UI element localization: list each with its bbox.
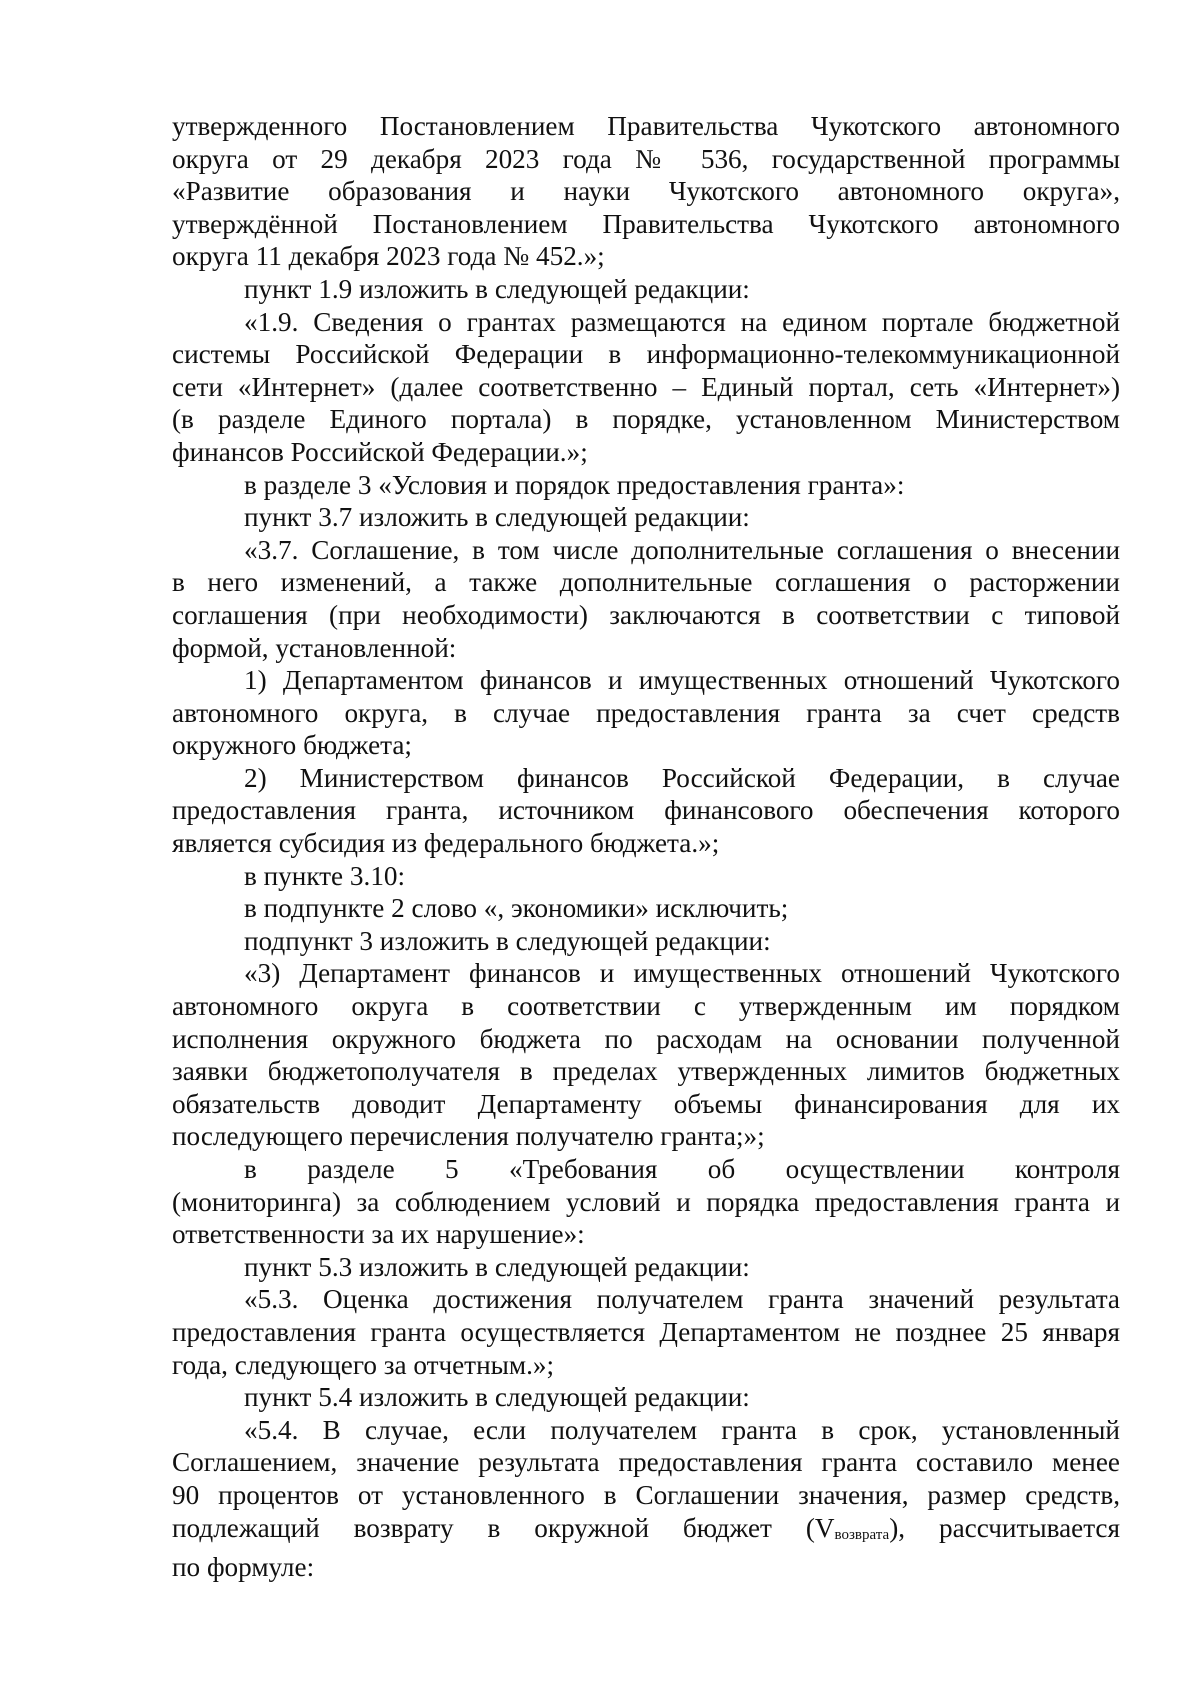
text-line: формой, установленной: [172,632,457,663]
text-line: округа от 29 декабря 2023 года № 536, государственной программы [172,143,1120,174]
text-line: 1) Департаментом финансов и имущественных отношений Чукотского [244,665,1120,696]
paragraph [172,860,1120,893]
text-line: последующего перечисления получателю гранта;»; [172,1121,765,1152]
text-line: подпункт 3 изложить в следующей редакции: [244,925,771,956]
text-line: пункт 5.4 изложить в следующей редакции: [244,1382,750,1413]
text-line: соглашения (при необходимости) заключаются в соответствии с типовой [172,599,1120,630]
paragraph [172,1153,1120,1251]
text-line: «5.4. В случае, если получателем гранта в срок, установленный [244,1414,1120,1445]
text-line: «3) Департамент финансов и имущественных отношений Чукотского [244,958,1120,989]
paragraph [172,1283,1120,1381]
text-line: в подпункте 2 слово «, экономики» исключить; [244,893,789,924]
text-line: в разделе 3 «Условия и порядок предоставления гранта»: [244,469,905,500]
subscript-return: возврата [834,1526,890,1543]
text-line: обязательств доводит Департаменту объемы финансирования для их [172,1088,1120,1119]
text-line: заявки бюджетополучателя в пределах утвержденных лимитов бюджетных [172,1056,1120,1087]
paragraph [172,664,1120,762]
text-line: ответственности за их нарушение»: [172,1219,585,1250]
document-page [172,110,1120,1584]
paragraph [172,1381,1120,1414]
text-line: года, следующего за отчетным.»; [172,1349,555,1380]
text-line: (в разделе Единого портала) в порядке, установленном Министерством [172,404,1120,435]
paragraph [172,892,1120,925]
text-line: пункт 5.3 изложить в следующей редакции: [244,1251,750,1282]
text-line: пункт 1.9 изложить в следующей редакции: [244,273,750,304]
paragraph [172,762,1120,860]
text-line: утверждённой Постановлением Правительства Чукотского автономного [172,208,1120,239]
text-line: предоставления гранта, источником финансового обеспечения которого [172,795,1120,826]
text-line: сети «Интернет» (далее соответственно – Единый портал, сеть «Интернет») [172,371,1120,402]
text-line: «5.3. Оценка достижения получателем гранта значений результата [244,1284,1120,1315]
paragraph [172,306,1120,469]
text-line: является субсидия из федерального бюджета.»; [172,828,720,859]
text-line: «3.7. Соглашение, в том числе дополнительные соглашения о внесении [244,534,1120,565]
text-line: в пункте 3.10: [244,860,406,891]
paragraph [172,1251,1120,1284]
text-line: финансов Российской Федерации.»; [172,436,588,467]
paragraph [172,110,1120,273]
text-line: «1.9. Сведения о грантах размещаются на едином портале бюджетной [244,306,1120,337]
text-line: в разделе 5 «Требования об осуществлении контроля [244,1154,1120,1184]
text-line: окружного бюджета; [172,730,412,761]
paragraph [172,925,1120,958]
text-line: 2) Министерством финансов Российской Федерации, в случае [244,762,1120,793]
text-line: предоставления гранта осуществляется Департаментом не позднее 25 января [172,1316,1120,1347]
text-line: (мониторинга) за соблюдением условий и порядка предоставления гранта и [172,1186,1120,1217]
paragraph [172,501,1120,534]
paragraph [172,534,1120,664]
text-line: исполнения окружного бюджета по расходам на основании полученной [172,1023,1120,1054]
text-line: автономного округа в соответствии с утвержденным им порядком [172,991,1120,1022]
formula-reference-line [172,1512,1120,1552]
paragraph [172,957,1120,1153]
text-line: 90 процентов от установленного в Соглашении значения, размер средств, [172,1479,1120,1510]
text-line: «Развитие образования и науки Чукотского автономного округа», [172,176,1120,207]
text-line: утвержденного Постановлением Правительства Чукотского автономного [172,111,1120,141]
text-line: системы Российской Федерации в информационно-телекоммуникационной [172,339,1120,370]
text-fragment: ), рассчитывается [889,1512,1120,1543]
text-line: пункт 3.7 изложить в следующей редакции: [244,502,750,533]
text-line: в него изменений, а также дополнительные соглашения о расторжении [172,567,1120,598]
text-line: автономного округа, в случае предоставления гранта за счет средств [172,697,1120,728]
text-line: по формуле: [172,1552,315,1583]
text-fragment: подлежащий возврату в окружной бюджет (V [172,1512,835,1543]
text-line: Соглашением, значение результата предоставления гранта составило менее [172,1447,1120,1478]
paragraph [172,469,1120,502]
paragraph [172,273,1120,306]
text-line: округа 11 декабря 2023 года № 452.»; [172,241,605,272]
paragraph [172,1414,1120,1584]
